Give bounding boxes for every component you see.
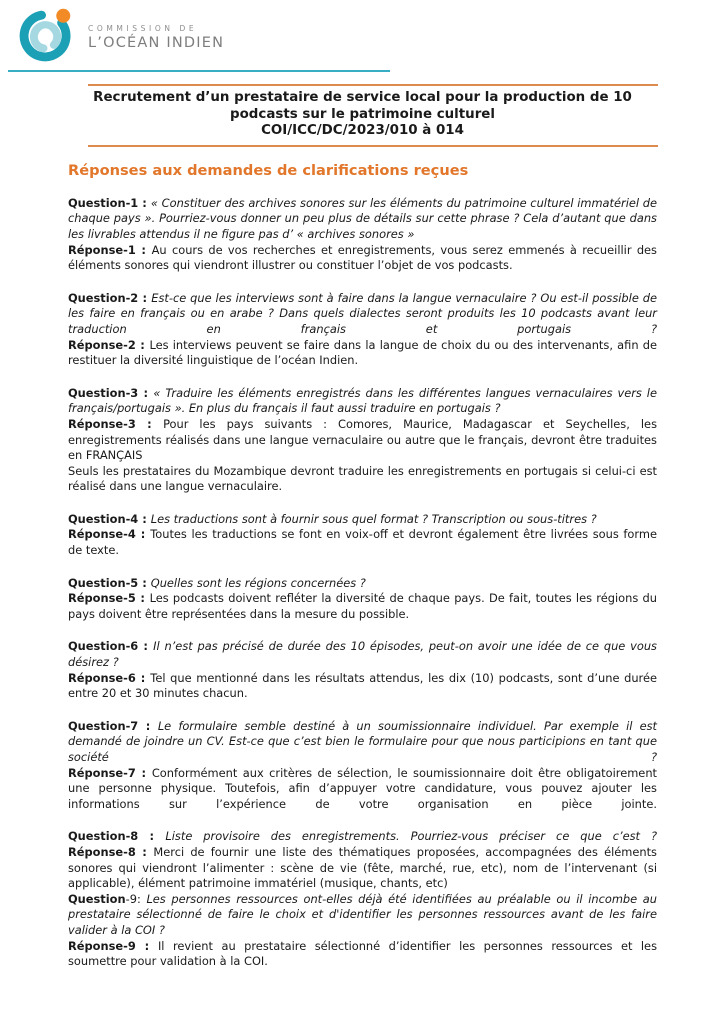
- qa-8: [68, 829, 657, 891]
- qa-text: Il revient au prestataire sélectionné d’identifier les personnes ressources et les soumettre pour validation à la COI.: [68, 938, 658, 969]
- question-1: [68, 196, 657, 243]
- reponse-3: [68, 417, 657, 464]
- qa-label: Question-4 :: [68, 511, 151, 526]
- qa-text: « Constituer des archives sonores sur les éléments du patrimoine culturel immatériel de chaque pays ». Pourriez-vous donner un peu plus de détails sur cette phrase ? Cela d’autant que dans les livrables attendus il ne figure pas d’ « archives sonores »: [68, 195, 657, 241]
- title-line-2: podcasts sur le patrimoine culturel: [230, 106, 495, 122]
- reponse-6: [68, 671, 657, 702]
- qa-text: Quelles sont les régions concernées ?: [150, 575, 366, 590]
- qa-label: Réponse-3 :: [68, 416, 164, 431]
- qa-9: [68, 892, 657, 970]
- qa-label: Réponse-6 :: [68, 670, 151, 685]
- qa-text: Est-ce que les interviews sont à faire dans la langue vernaculaire ? Ou est-il possible de les faire en français ou en arabe ? Dans quels dialectes seront produits les 10 podcasts avant leur traduction en français et portugais ?: [68, 290, 657, 336]
- coi-logo-icon: [18, 6, 74, 62]
- qa-1: [68, 196, 657, 274]
- header-divider-rule: [8, 70, 390, 72]
- qa-text: « Traduire les éléments enregistrés dans les différentes langues vernaculaires vers le français/portugais ». En plus du français il faut aussi traduire en portugais ?: [68, 385, 657, 416]
- document-body: [0, 84, 724, 970]
- qa-text: Toutes les traductions se font en voix-off et devront également être livrées sous forme de texte.: [68, 527, 657, 558]
- qa-text: -9:: [125, 891, 147, 906]
- logo-wordmark: [88, 18, 224, 51]
- question-8: [68, 829, 657, 845]
- reponse-4: [68, 527, 657, 558]
- qa-text: Il n’est pas précisé de durée des 10 épisodes, peut-on avoir une idée de ce que vous désirez ?: [68, 639, 657, 670]
- qa-label: Réponse-8 :: [68, 844, 154, 859]
- reponse-3-suite: [68, 464, 657, 495]
- qa-2: [68, 291, 657, 369]
- reponse-7: [68, 766, 657, 813]
- qa-label: Question-8 :: [68, 829, 166, 844]
- qa-text: Les podcasts doivent refléter la diversité de chaque pays. De fait, toutes les régions du pays doivent être représentées dans la mesure du possible.: [68, 591, 657, 621]
- reponse-1: [68, 243, 657, 274]
- qa-3: [68, 386, 657, 495]
- title-line-1: Recrutement d’un prestataire de service local pour la production de 10: [93, 90, 632, 105]
- logo-orange-dot: [56, 9, 70, 23]
- document-title: [68, 90, 657, 140]
- question-5: [68, 576, 657, 592]
- reponse-9: [68, 939, 657, 970]
- title-line-3: COI/ICC/DC/2023/010 à 014: [261, 123, 464, 139]
- question-7: [68, 719, 657, 766]
- title-top-rule: [88, 84, 658, 86]
- qa-text: Au cours de vos recherches et enregistrements, vous serez emmenés à recueillir des éléments sonores qui viendront illustrer ou constituer l’objet de vos podcasts.: [68, 242, 657, 273]
- qa-text: Tel que mentionné dans les résultats attendus, les dix (10) podcasts, sont d’une durée entre 20 et 30 minutes chacun.: [68, 670, 657, 701]
- reponse-5: [68, 591, 657, 622]
- qa-text: Les interviews peuvent se faire dans la langue de choix du ou des intervenants, afin de restituer la diversité linguistique de l’océan Indien.: [68, 337, 657, 368]
- title-bottom-rule: [88, 145, 658, 147]
- qa-label: Question-7 :: [68, 718, 158, 733]
- org-name-line2: L’OCÉAN INDIEN: [88, 34, 225, 51]
- qa-text: Conformément aux critères de sélection, le soumissionnaire doit être obligatoirement une personne physique. Toutefois, afin d’appuyer votre candidature, vous pouvez ajouter les informations sur l’expérience de votre organisation en pièce jointe.: [68, 765, 658, 811]
- reponse-2: [68, 338, 657, 369]
- qa-label: Réponse-9 :: [68, 938, 158, 953]
- question-3: [68, 386, 657, 417]
- qa-label: Question-1 :: [68, 195, 151, 210]
- qa-label: Question-6 :: [68, 639, 154, 654]
- qa-text: Le formulaire semble destiné à un soumissionnaire individuel. Par exemple il est demandé de joindre un CV. Est-ce que c’est bien le formulaire pour que nous participions en tant que société ?: [68, 718, 657, 764]
- qa-text: Seuls les prestataires du Mozambique devront traduire les enregistrements en portugais si celui-ci est réalisé dans une langue vernaculaire.: [68, 463, 657, 494]
- qa-label: Question: [68, 891, 126, 906]
- qa-text: Liste provisoire des enregistrements. Pourriez-vous préciser ce que c’est ?: [165, 829, 657, 844]
- qa-label: Réponse-1 :: [68, 242, 152, 257]
- qa-label: Question-3 :: [68, 385, 154, 400]
- reponse-8: [68, 845, 657, 892]
- qa-text: Merci de fournir une liste des thématiques proposées, accompagnées des éléments sonores qui viendront l’alimenter : scène de vie (fête, marché, rue, etc), nom de l’intervenant (si applicable), élément patrimoine immatériel (musique, chants, etc): [68, 844, 657, 891]
- qa-label: Réponse-4 :: [68, 527, 151, 542]
- qa-text: Pour les pays suivants : Comores, Maurice, Madagascar et Seychelles, les enregistrements réalisés dans une langue vernaculaire ou autre que le français, devront être traduites en FRANÇAIS: [68, 416, 658, 463]
- section-heading: Réponses aux demandes de clarifications reçues: [68, 161, 469, 179]
- question-6: [68, 639, 657, 670]
- qa-6: [68, 639, 657, 701]
- question-9: [68, 892, 657, 939]
- qa-label: Réponse-5 :: [68, 591, 150, 606]
- logo-header: [0, 0, 724, 63]
- qa-list: [68, 196, 657, 970]
- qa-text: Les personnes ressources ont-elles déjà été identifiées au préalable ou il incombe au prestataire sélectionné de faire le choix et d'identifier les personnes ressources avant de les faire valider à la COI ?: [68, 891, 657, 937]
- qa-label: Question-5 :: [68, 575, 151, 590]
- qa-label: Question-2 :: [68, 290, 152, 305]
- question-4: [68, 512, 657, 528]
- qa-5: [68, 576, 657, 623]
- qa-4: [68, 512, 657, 559]
- logo-core: [39, 28, 52, 41]
- qa-label: Réponse-7 :: [68, 765, 152, 780]
- qa-7: [68, 719, 657, 813]
- org-name-line1: COMMISSION DE: [88, 23, 198, 33]
- qa-text: Les traductions sont à fournir sous quel format ? Transcription ou sous-titres ?: [150, 511, 597, 526]
- qa-label: Réponse-2 :: [68, 337, 150, 352]
- question-2: [68, 291, 657, 338]
